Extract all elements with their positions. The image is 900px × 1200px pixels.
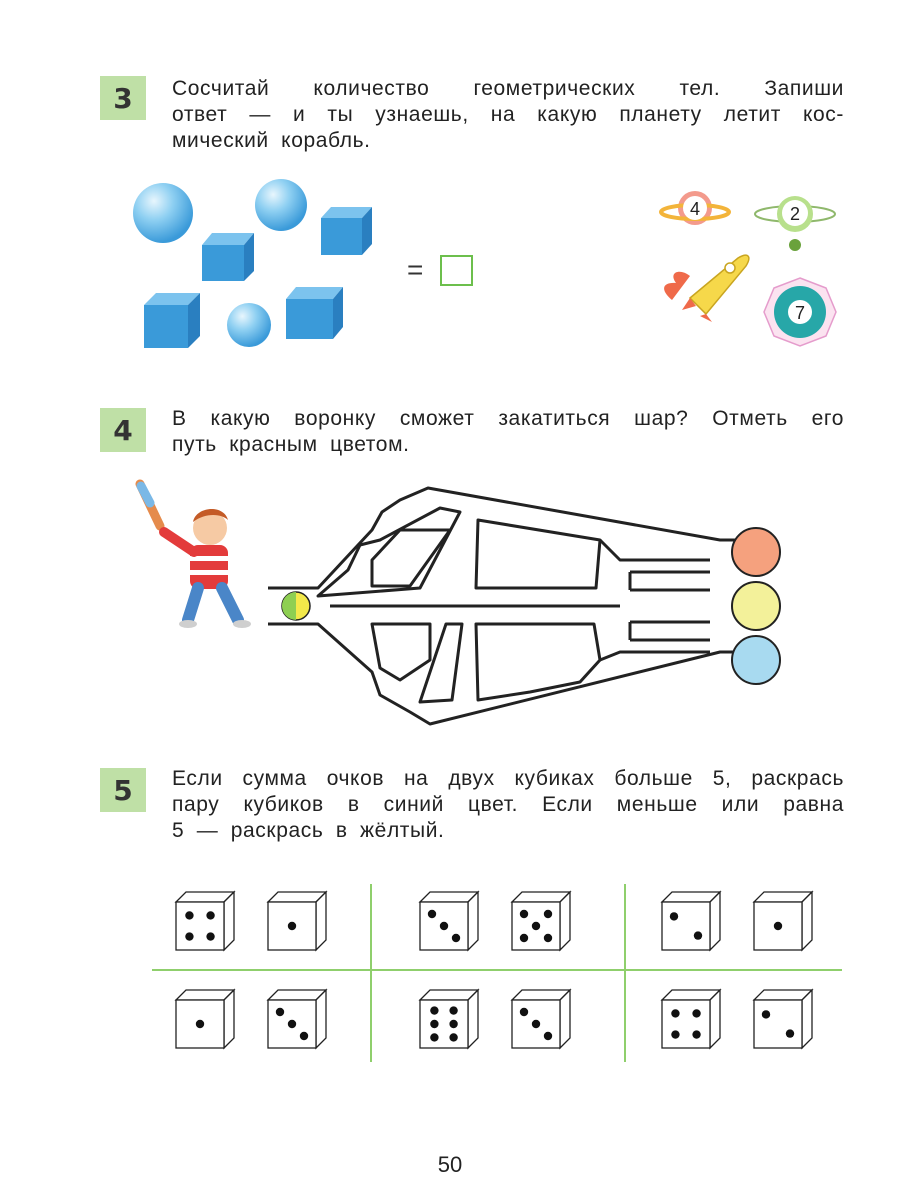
- planet-4-label: 4: [689, 199, 701, 219]
- die-pip: [430, 1006, 438, 1014]
- task-3-line-2: ответ — и ты узнаешь, на какую планету летит кос-: [172, 103, 844, 126]
- die[interactable]: [512, 892, 570, 950]
- task-5-number: 5: [100, 768, 146, 812]
- die-pip: [430, 1020, 438, 1028]
- die-pip: [452, 934, 460, 942]
- die[interactable]: [268, 990, 326, 1048]
- die-pip: [532, 1020, 540, 1028]
- die-pip: [544, 1032, 552, 1040]
- task-5-line-1: Если сумма очков на двух кубиках больше 5, раскрась: [172, 767, 844, 790]
- die-pip: [276, 1008, 284, 1016]
- planet-7-label: 7: [794, 303, 806, 323]
- task-3-line-3: мический корабль.: [172, 129, 371, 152]
- task-3-number: 3: [100, 76, 146, 120]
- die-pip: [428, 910, 436, 918]
- die[interactable]: [420, 892, 478, 950]
- task-5-line-2: пару кубиков в синий цвет. Если меньше или равна: [172, 793, 844, 816]
- task-4-number: 4: [100, 408, 146, 452]
- die[interactable]: [662, 990, 720, 1048]
- die-pip: [692, 1009, 700, 1017]
- die[interactable]: [176, 990, 234, 1048]
- die-pip: [520, 1008, 528, 1016]
- die-pip: [449, 1006, 457, 1014]
- page-number: 50: [437, 1152, 463, 1177]
- die-pip: [288, 1020, 296, 1028]
- die-pip: [430, 1033, 438, 1041]
- die-pip: [520, 934, 528, 942]
- die[interactable]: [420, 990, 478, 1048]
- die-pip: [671, 1009, 679, 1017]
- die[interactable]: [754, 990, 812, 1048]
- die-pip: [185, 911, 193, 919]
- task-3-line-1: Сосчитай количество геометрических тел. Запиши: [172, 77, 844, 100]
- die[interactable]: [176, 892, 234, 950]
- die-pip: [670, 912, 678, 920]
- die-pip: [532, 922, 540, 930]
- die-pip: [449, 1033, 457, 1041]
- die[interactable]: [268, 892, 326, 950]
- die-pip: [440, 922, 448, 930]
- equals-sign: =: [407, 254, 424, 285]
- task-4-line-1: В какую воронку сможет закатиться шар? Отметь его: [172, 407, 844, 430]
- die[interactable]: [512, 990, 570, 1048]
- task-5-line-3: 5 — раскрась в жёлтый.: [172, 819, 445, 842]
- die-pip: [206, 911, 214, 919]
- die-pip: [449, 1020, 457, 1028]
- task-4-line-2: путь красным цветом.: [172, 433, 410, 456]
- die-pip: [520, 910, 528, 918]
- die-pip: [786, 1029, 794, 1037]
- die-pip: [694, 931, 702, 939]
- die-pip: [671, 1030, 679, 1038]
- die-pip: [762, 1010, 770, 1018]
- planet-2-label: 2: [789, 204, 801, 224]
- die-pip: [544, 934, 552, 942]
- die-pip: [196, 1020, 204, 1028]
- die-pip: [692, 1030, 700, 1038]
- die-pip: [774, 922, 782, 930]
- die-pip: [206, 932, 214, 940]
- die-pip: [185, 932, 193, 940]
- die-pip: [288, 922, 296, 930]
- die-pip: [300, 1032, 308, 1040]
- die-pip: [544, 910, 552, 918]
- die[interactable]: [754, 892, 812, 950]
- die[interactable]: [662, 892, 720, 950]
